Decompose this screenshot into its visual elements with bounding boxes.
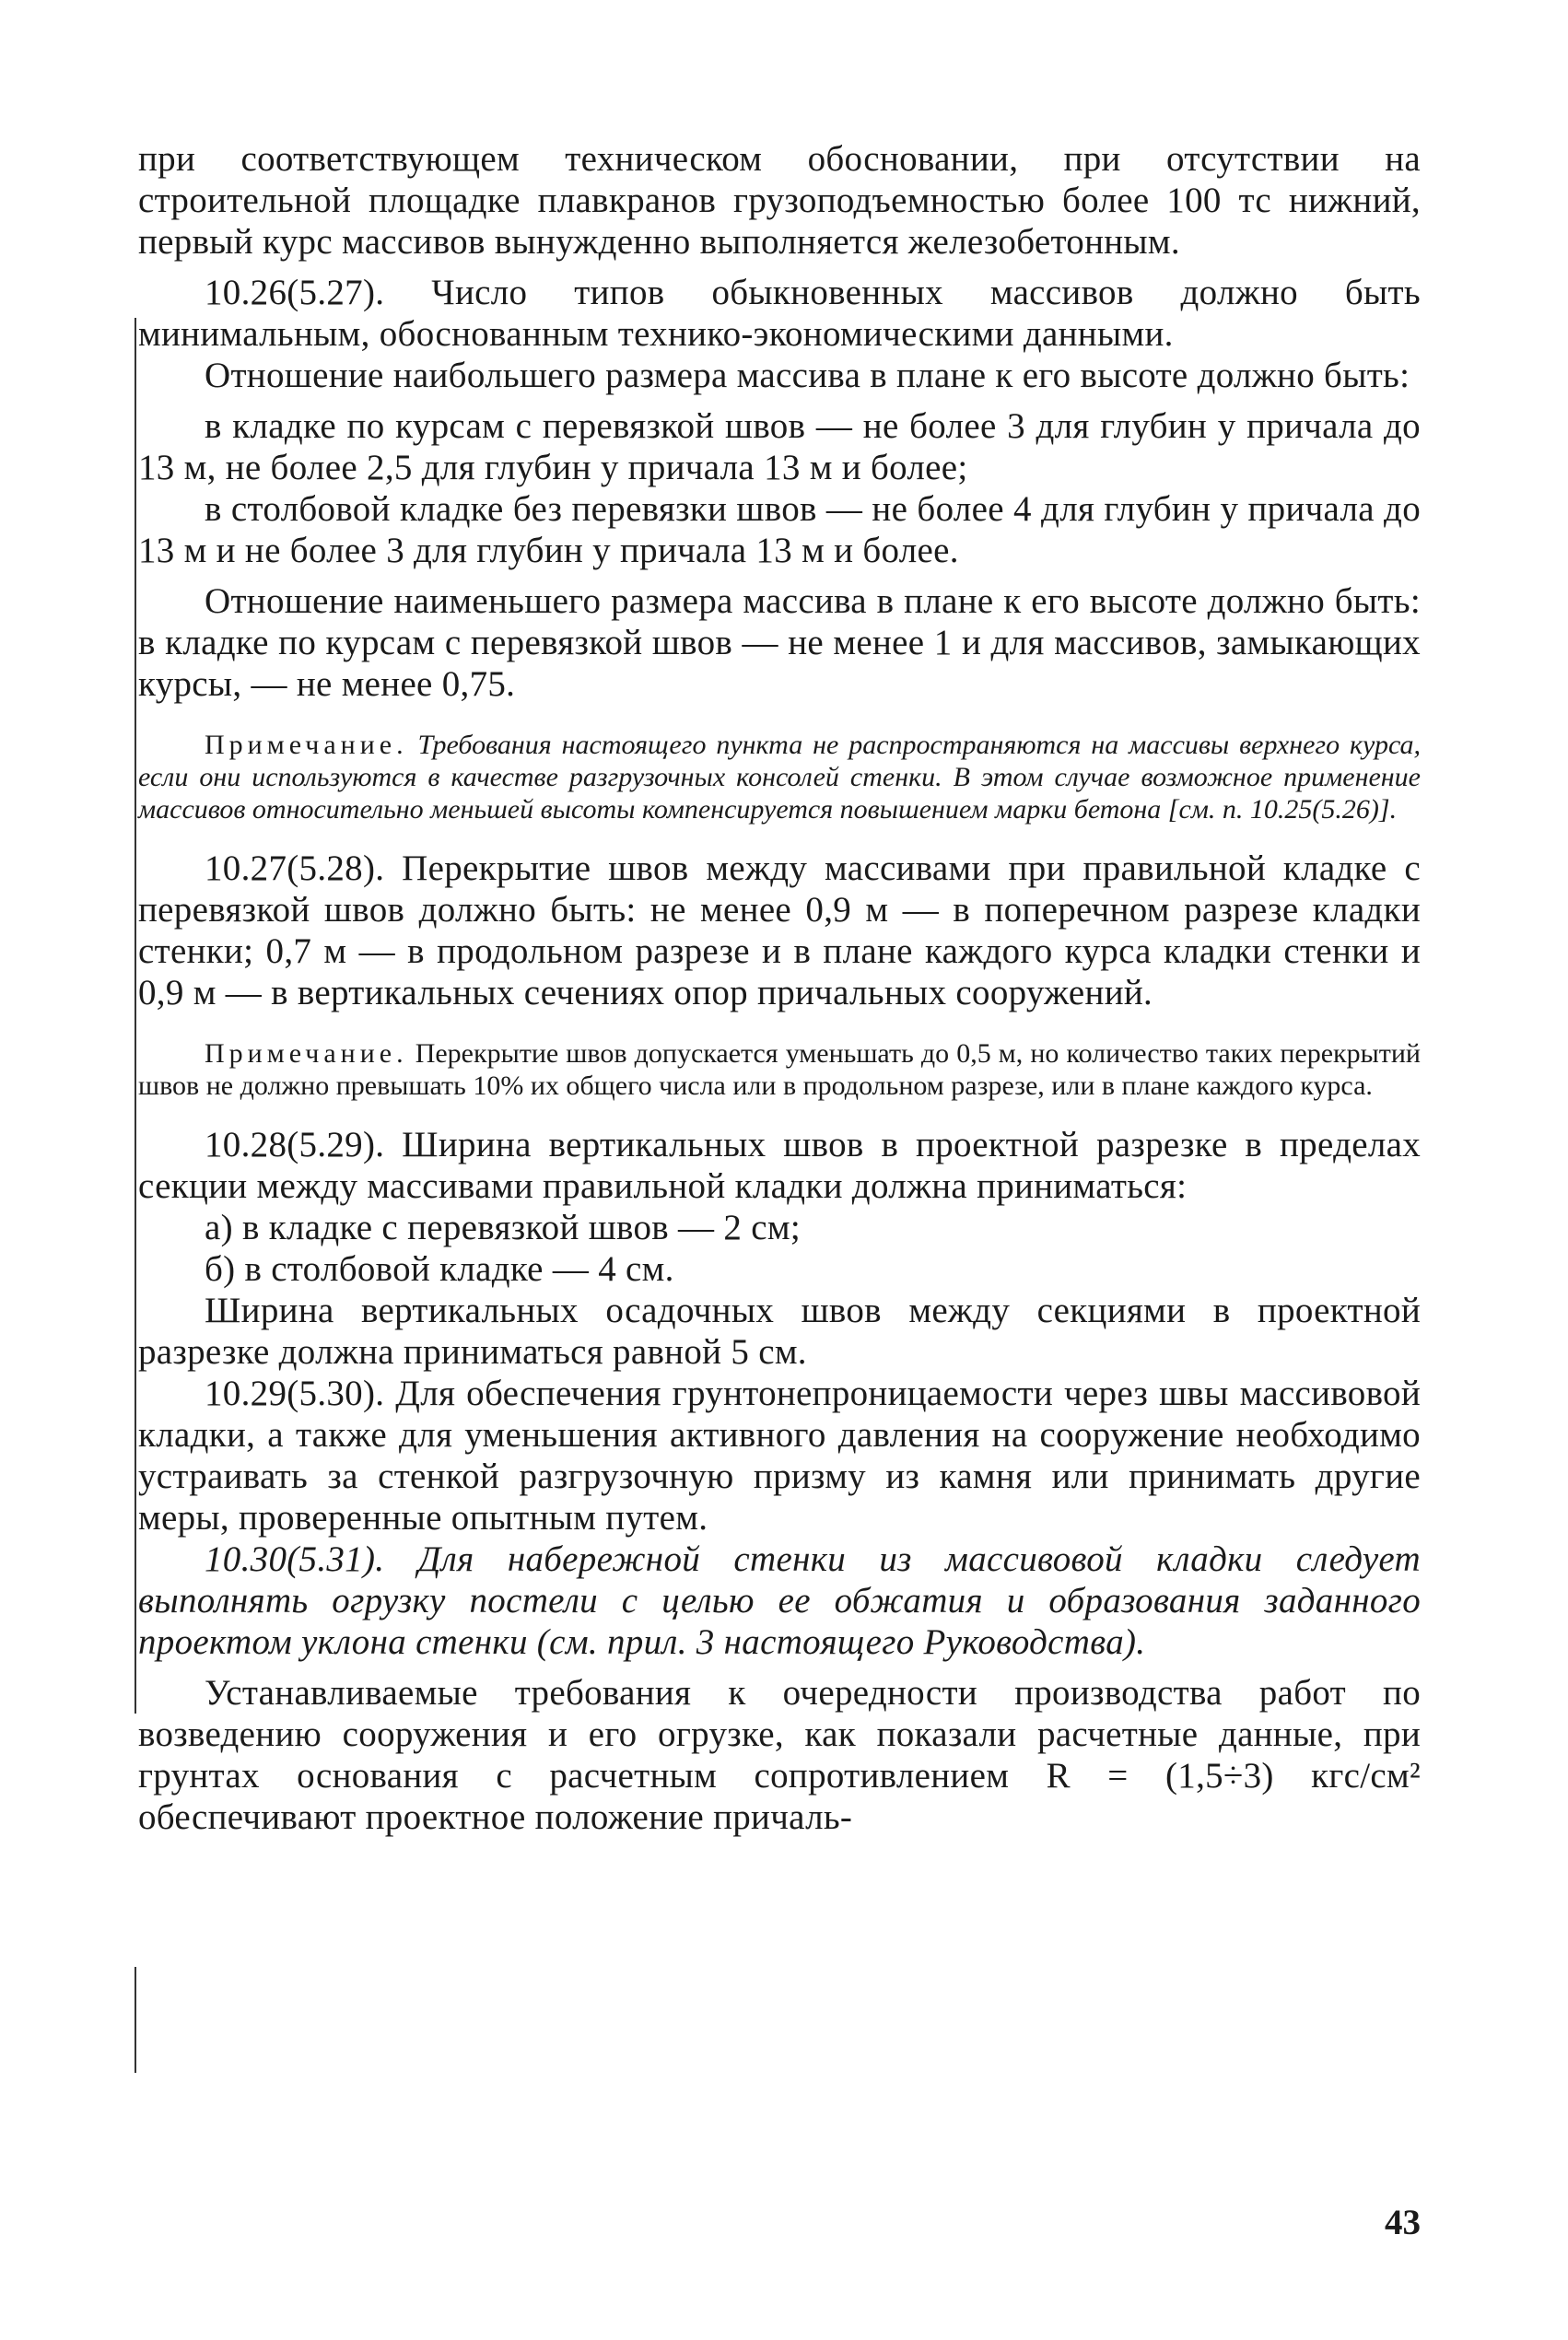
page-number: 43 <box>1385 2203 1421 2242</box>
note-label: Примечание. <box>205 730 408 760</box>
document-page <box>138 138 1421 1838</box>
paragraph-requirements: Устанавливаемые требования к очередности производства работ по возведению сооружения и его огрузке, как показали расчетные данные, при грунтах основания с расчетным сопротивлением R = (1,5÷3) кгс/см² обеспечивают проектное положение причаль- <box>138 1673 1421 1837</box>
paragraph-ratio-max: Отношение наибольшего размера массива в плане к его высоте должно быть: <box>205 356 1410 395</box>
note-1 <box>138 729 1421 825</box>
paragraph-continuation: при соответствующем техническом обосновании, при отсутствии на строительной площадке плавкранов грузоподъемностью более 100 тс нижний, первый курс массивов вынужденно выполняется железобетонным. <box>138 139 1421 262</box>
list-item-a: а) в кладке с перевязкой швов — 2 см; <box>205 1208 801 1247</box>
note-2 <box>138 1037 1421 1102</box>
list-item-b: б) в столбовой кладке — 4 см. <box>205 1249 674 1289</box>
paragraph-10-30: 10.30(5.31). Для набережной стенки из массивовой кладки следует выполнять огрузку постели с целью ее обжатия и образования заданного проектом уклона стенки (см. прил. 3 настоящего Руководства). <box>138 1539 1421 1662</box>
paragraph-10-27: 10.27(5.28). Перекрытие швов между массивами при правильной кладке с перевязкой швов должно быть: не менее 0,9 м — в поперечном разрезе кладки стенки; 0,7 м — в продольном разрезе и в плане каждого курса кладки стенки и 0,9 м — в вертикальных сечениях опор причальных сооружений. <box>138 848 1421 1012</box>
margin-revision-bar-lower <box>135 1967 136 2073</box>
paragraph-10-28: 10.28(5.29). Ширина вертикальных швов в проектной разрезке в пределах секции между массивами правильной кладки должна приниматься: <box>138 1125 1421 1206</box>
paragraph-settlement-joints: Ширина вертикальных осадочных швов между секциями в проектной разрезке должна приниматься равной 5 см. <box>138 1291 1421 1372</box>
margin-revision-bar <box>135 318 136 1714</box>
paragraph-course-masonry: в кладке по курсам с перевязкой швов — не более 3 для глубин у причала до 13 м, не более 2,5 для глубин у причала 13 м и более; <box>138 406 1421 487</box>
note-label: Примечание. <box>205 1038 408 1069</box>
paragraph-10-29: 10.29(5.30). Для обеспечения грунтонепроницаемости через швы массивовой кладки, а также для уменьшения активного давления на сооружение необходимо устраивать за стенкой разгрузочную призму из камня или принимать другие меры, проверенные опытным путем. <box>138 1374 1421 1538</box>
note-body: Перекрытие швов допускается уменьшать до 0,5 м, но количество таких перекрытий швов не должно превышать 10% их общего числа или в продольном разрезе, или в плане каждого курса. <box>138 1038 1421 1101</box>
paragraph-column-masonry: в столбовой кладке без перевязки швов — не более 4 для глубин у причала до 13 м и не более 3 для глубин у причала 13 м и более. <box>138 489 1421 570</box>
paragraph-10-26: 10.26(5.27). Число типов обыкновенных массивов должно быть минимальным, обоснованным технико-экономическими данными. <box>138 273 1421 354</box>
note-body: Требования настоящего пункта не распространяются на массивы верхнего курса, если они используются в качестве разгрузочных консолей стенки. В этом случае возможное применение массивов относительно меньшей высоты компенсируется повышением марки бетона [см. п. 10.25(5.26)]. <box>138 730 1421 825</box>
paragraph-ratio-min: Отношение наименьшего размера массива в плане к его высоте должно быть: в кладке по курсам с перевязкой швов — не менее 1 и для массивов, замыкающих курсы, — не менее 0,75. <box>138 581 1421 704</box>
